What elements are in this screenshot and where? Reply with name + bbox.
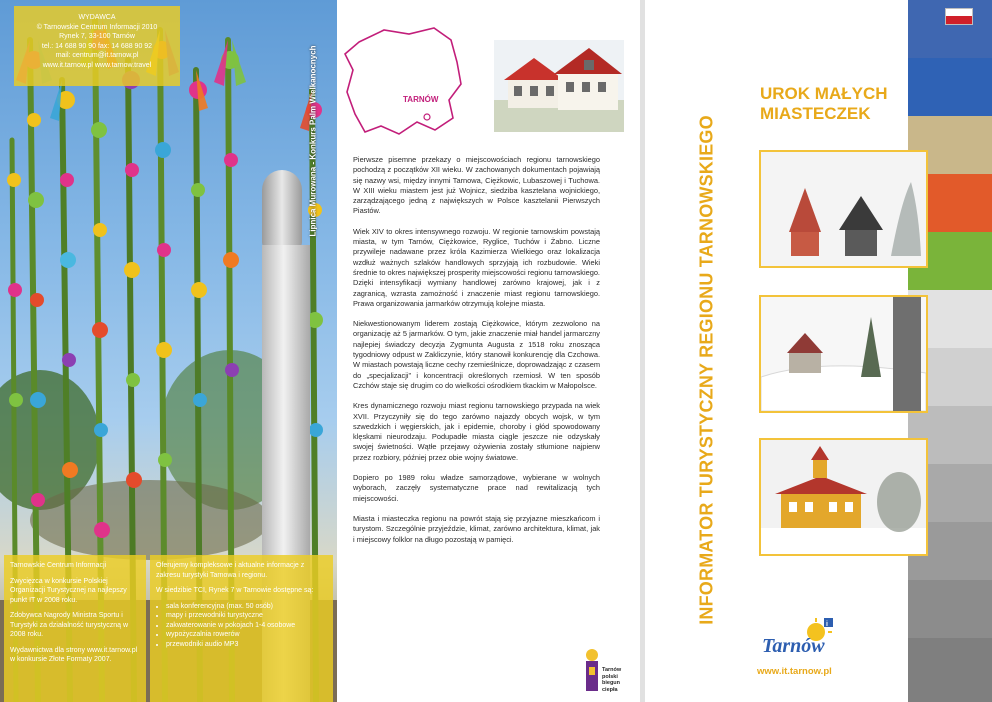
small-logo-line: polski xyxy=(602,673,618,680)
small-logo-line: Tarnów xyxy=(602,667,622,673)
poland-map xyxy=(339,22,469,142)
tci-awards-box xyxy=(4,555,146,702)
svg-text:i: i xyxy=(826,621,828,628)
service-item: • zakwaterowanie w pokojach 1-4 osobowe xyxy=(166,621,327,631)
publisher-label: WYDAWCA xyxy=(78,14,116,21)
publisher-address: Rynek 7, 33-100 Tarnów xyxy=(59,33,135,40)
cover-title xyxy=(760,84,910,124)
article-paragraph: Pierwsze pisemne przekazy o miejscowościach regionu tarnowskiego pochodzą z początków XII wieku. W zachowanych dokumentach pojawiają się nazwy wsi, między innymi Tarnowa, Ciężkowic, Lubaszowej i Tuchowa. W XIII wieku miastem jest już Wojnicz, siedziba kasztelana wojnickiego, zarządzającego jedną z największych w Polsce kasztelanii Pierwszych Piastów. xyxy=(353,155,600,216)
service-item: • wypożyczalnia rowerów xyxy=(166,630,327,640)
service-item: • mapy i przewodniki turystyczne xyxy=(166,611,327,621)
tarnow-marker xyxy=(424,114,430,120)
article-paragraph: Miasta i miasteczka regionu na powrót stają się przyjazne mieszkańcom i turystom. Szczególnie przyjeździe, klimat, zarówno architektura, klimat, jak i miejscowy folklor na długo pozostają w pamięci. xyxy=(353,513,600,544)
sun-logo-icon xyxy=(582,647,602,695)
article-body xyxy=(353,155,600,555)
award-3: Wydawnictwa dla strony www.it.tarnow.pl w konkursie Złote Formaty 2007. xyxy=(10,646,138,663)
fold-divider xyxy=(640,0,645,702)
services-intro: Oferujemy kompleksowe i aktualne informacje z zakresu turystyki Tarnowa i regionu. xyxy=(156,562,305,579)
photo-caption-text: Lipnica Murowana - Konkurs Palm Wielkanocnych xyxy=(308,45,318,237)
small-logo-line: biegun xyxy=(602,680,621,686)
tarnow-logo[interactable] xyxy=(760,618,842,662)
services-title: W siedzibie TCI, Rynek 7 w Tarnowie dostępne są: xyxy=(156,587,314,594)
service-item: • sala konferencyjna (max. 50 osób) xyxy=(166,602,327,612)
services-list xyxy=(156,602,327,650)
tci-title: Tarnowskie Centrum Informacji xyxy=(10,562,107,569)
publisher-copyright: © Tarnowskie Centrum Informacji 2010 xyxy=(36,23,158,31)
tarnow-warm-pole-logo xyxy=(582,645,626,695)
church-photo xyxy=(759,150,928,268)
service-item: • przewodniki audio MP3 xyxy=(166,640,327,650)
publisher-websites: www.it.tarnow.pl www.tarnow.travel xyxy=(42,61,152,69)
polish-flag-icon[interactable] xyxy=(945,8,973,25)
article-paragraph: Wiek XIV to okres intensywnego rozwoju. W regionie tarnowskim powstają miasta, w tym Tarnów, Ciężkowice, Ryglice, Tuchów i Żabno. Liczne przywileje nadawane przez króla Kazimierza Wielkiego oraz lokalizacja wzdłuż ważnych szlaków handlowych sprzyjają ich rozbudowie. Wieki średnie to okres największej prosperity miejscowości regionu tarnowskiego. Dzięki intensyfikacji wymiany handlowej zarówno krajowej, jak i z zagranicą, wzrasta zamożność i znaczenie miast regionu tarnowskiego. Prawa organizowania jarmarków otrzymują kolejne miasta. xyxy=(353,226,600,308)
publisher-box xyxy=(14,6,180,86)
publisher-email: mail: centrum@it.tarnow.pl xyxy=(55,52,139,59)
winter-illustration xyxy=(761,297,926,411)
house-photo xyxy=(494,40,624,132)
photo-caption xyxy=(301,10,325,272)
small-logo-line: ciepła xyxy=(602,686,618,693)
article-paragraph: Kres dynamicznego rozwoju miast regionu tarnowskiego przypada na wiek XVII. Przyczyniły się do tego zarówno najazdy obcych wojsk, w tym szwedzkich i węgierskich, jak i epidemie, choroby i głód spowodowany klęskami nieurodzaju. Podupadłe miasta ciągle jeszcze nie odzyskały swojej świetności. Wątłe przejawy ożywienia zostały stłumione najpierw przez rozbiory, później przez obie wojny światowe. xyxy=(353,401,600,462)
article-paragraph: Niekwestionowanym liderem zostają Ciężkowice, którym zezwolono na organizację aż 5 jarmarków. O tym, jakie znaczenie miał handel jarmarczny najlepiej świadczy decyzja Zygmunta Augusta z 1518 roku znosząca tygodniowy odpust w Zakliczynie, który stanowił konkurencję dla Czchowa. W miastach powstają liczne cechy rzemieślnicze, doprowadzając z czasem do „specjalizacji” i koncentracji określonych rzemiosł. W ten sposób Czchów staje się drugim co do wielkości ośrodkiem tkackim w Małopolsce. xyxy=(353,319,600,390)
article-paragraph: Dopiero po 1989 roku władze samorządowe, wybierane w wolnych wyborach, zaczęły systematyczne prace nad rewitalizacją tych miejscowości. xyxy=(353,473,600,503)
cover-title-line: MIASTECZEK xyxy=(760,104,871,123)
winter-town-photo xyxy=(759,295,928,413)
website-link[interactable]: www.it.tarnow.pl xyxy=(757,666,832,677)
map-label-tarnow: TARNÓW xyxy=(403,95,439,104)
publisher-phone: tel.: 14 688 90 90 fax: 14 688 90 92 xyxy=(41,42,153,50)
town-hall-photo xyxy=(759,438,928,556)
cover-title-line: UROK MAŁYCH xyxy=(760,84,888,103)
vertical-title-text: INFORMATOR TURYSTYCZNY REGIONU TARNOWSKIEGO xyxy=(696,115,717,625)
brochure-vertical-title xyxy=(690,60,724,680)
award-2: Zdobywca Nagrody Ministra Sportu i Turystyki za działalność turystyczną w 2008 roku. xyxy=(10,612,128,638)
tarnow-logo-text: Tarnów xyxy=(762,635,825,657)
statue xyxy=(262,170,302,250)
award-1: Zwycięzca w konkursie Polskiej Organizacji Turystycznej na najlepszy punkt IT w 2008 roku. xyxy=(10,577,127,604)
church-illustration xyxy=(761,152,926,266)
small-logo-text xyxy=(602,667,621,693)
tci-services-box xyxy=(150,555,333,702)
town-hall-illustration xyxy=(761,440,926,554)
